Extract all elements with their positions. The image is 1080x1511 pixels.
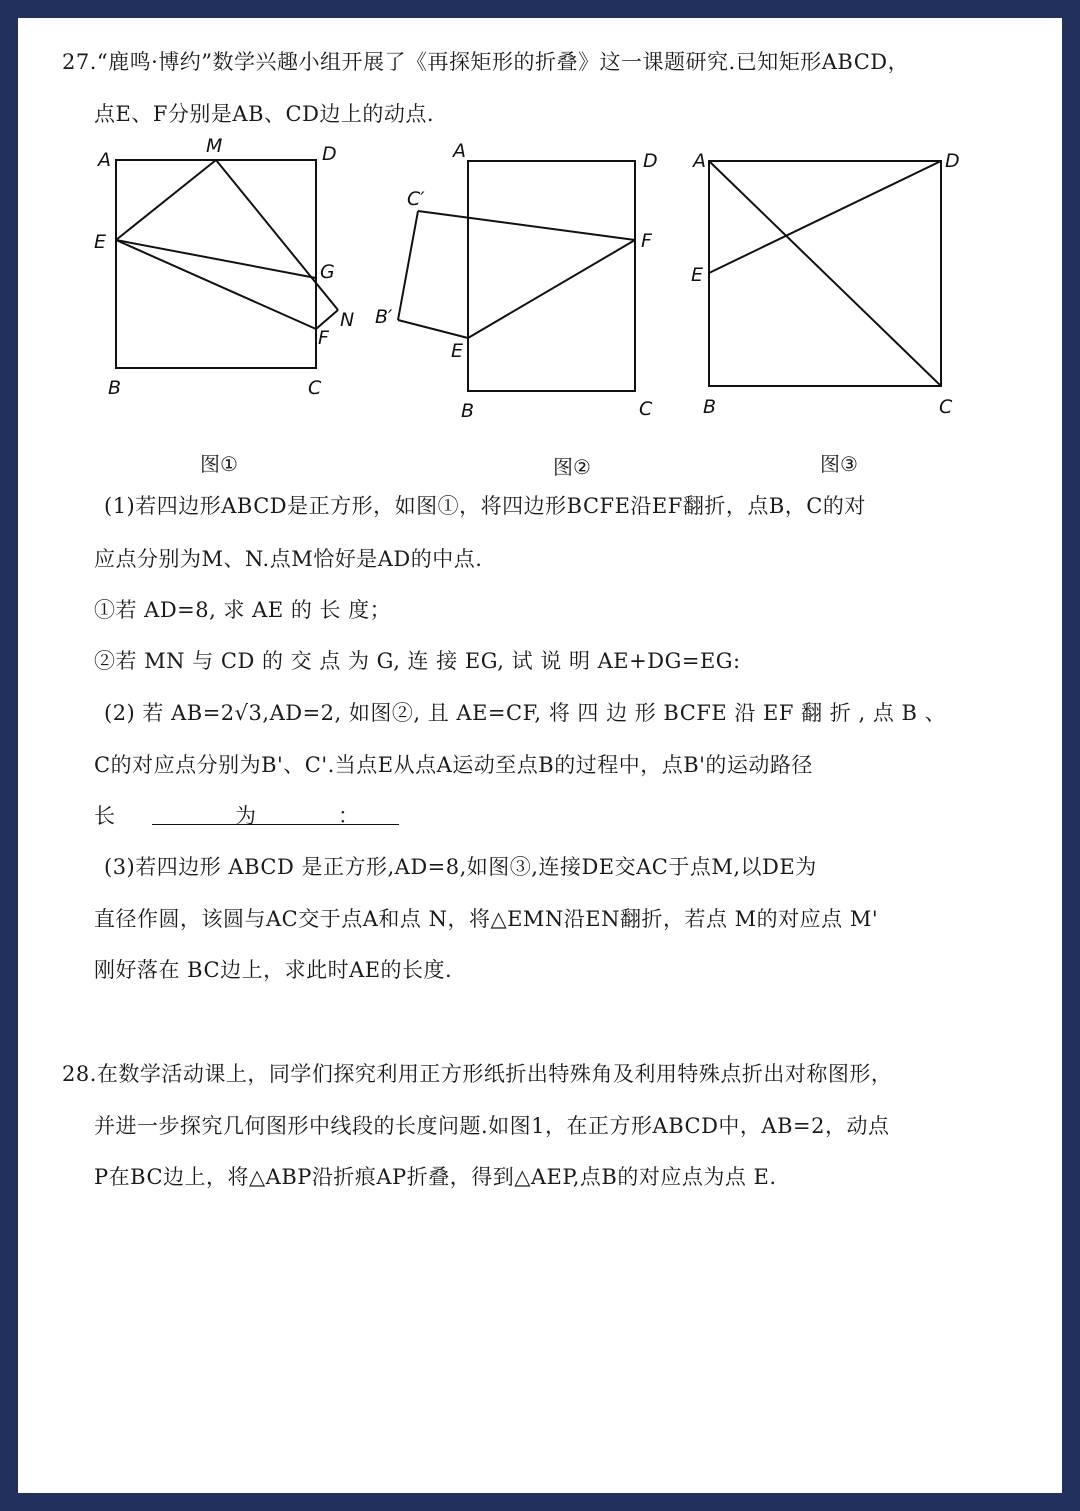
- figure-3: [683, 143, 983, 433]
- part2-line-2: C的对应点分别为B'、C'.当点E从点A运动至点B的过程中，点B'的运动路径: [94, 753, 813, 777]
- q28-line-1: 28.在数学活动课上，同学们探究利用正方形纸折出特殊角及利用特殊点折出对称图形，: [62, 1062, 893, 1086]
- part2-line-3-end: ：: [338, 804, 360, 828]
- fig1-label-B: B: [108, 377, 122, 399]
- fig1-label-E: E: [94, 231, 107, 253]
- figure-2-caption: 图②: [553, 455, 591, 479]
- fig2-label-A: A: [453, 143, 466, 162]
- fig3-label-D: D: [945, 150, 960, 172]
- q27-line-1: 27.“鹿鸣·博约”数学兴趣小组开展了《再探矩形的折叠》这一课题研究.已知矩形ABCD，: [62, 50, 910, 74]
- figure-3-diagram: [683, 143, 983, 433]
- part2-line-3-start: 长: [94, 804, 116, 828]
- fig1-label-F: F: [318, 327, 329, 349]
- fig2-label-B1: B′: [375, 306, 393, 328]
- fig1-label-N: N: [340, 309, 355, 331]
- part1-line-1: (1)若四边形ABCD是正方形，如图①，将四边形BCFE沿EF翻折，点B，C的对: [104, 494, 866, 518]
- figure-1-caption: 图①: [200, 452, 238, 476]
- fig3-label-B: B: [703, 396, 717, 418]
- answer-blank[interactable]: [152, 824, 399, 825]
- part3-line-1: (3)若四边形 ABCD 是正方形,AD=8,如图③,连接DE交AC于点M,以DE为: [104, 855, 817, 879]
- fig1-label-M: M: [206, 138, 223, 157]
- part3-line-2: 直径作圆，该圆与AC交于点A和点 N，将△EMN沿EN翻折，若点 M的对应点 M': [94, 907, 879, 931]
- worksheet-page: [18, 18, 1062, 1493]
- fig2-label-C: C: [639, 398, 653, 420]
- fig1-label-A: A: [98, 149, 111, 171]
- part2-line-1: (2) 若 AB=2√3,AD=2, 如图②, 且 AE=CF, 将 四 边 形 BCFE 沿 EF 翻 折 , 点 B 、: [104, 701, 947, 725]
- fig2-label-E: E: [451, 340, 464, 362]
- fig2-label-F: F: [641, 230, 652, 252]
- figure-2: [373, 143, 693, 433]
- fig3-label-E: E: [691, 264, 704, 286]
- fig3-label-C: C: [939, 396, 953, 418]
- fig1-label-G: G: [320, 261, 335, 283]
- part2-line-3-mid: 为: [235, 804, 257, 828]
- fig2-label-D: D: [643, 150, 658, 172]
- q28-line-2: 并进一步探究几何图形中线段的长度问题.如图1，在正方形ABCD中，AB=2，动点: [94, 1114, 890, 1138]
- fig3-label-A: A: [693, 150, 706, 172]
- part1-sub-2: ②若 MN 与 CD 的 交 点 为 G, 连 接 EG, 试 说 明 AE+DG=EG:: [94, 649, 741, 673]
- q28-line-3: P在BC边上，将△ABP沿折痕AP折叠，得到△AEP,点B的对应点为点 E.: [94, 1165, 777, 1189]
- figure-3-caption: 图③: [820, 452, 858, 476]
- fig2-label-C1: C′: [407, 188, 425, 210]
- figure-2-diagram: [373, 143, 693, 433]
- fig2-label-B: B: [461, 400, 475, 422]
- figure-1-diagram: [90, 138, 390, 408]
- fig1-label-C: C: [308, 377, 322, 399]
- figure-1: [90, 138, 390, 408]
- part1-sub-1: ①若 AD=8, 求 AE 的 长 度；: [94, 598, 392, 622]
- part3-line-3: 刚好落在 BC边上，求此时AE的长度.: [94, 958, 453, 982]
- fig1-label-D: D: [322, 143, 337, 165]
- part1-line-2: 应点分别为M、N.点M恰好是AD的中点.: [94, 547, 483, 571]
- q27-line-2: 点E、F分别是AB、CD边上的动点.: [94, 102, 435, 126]
